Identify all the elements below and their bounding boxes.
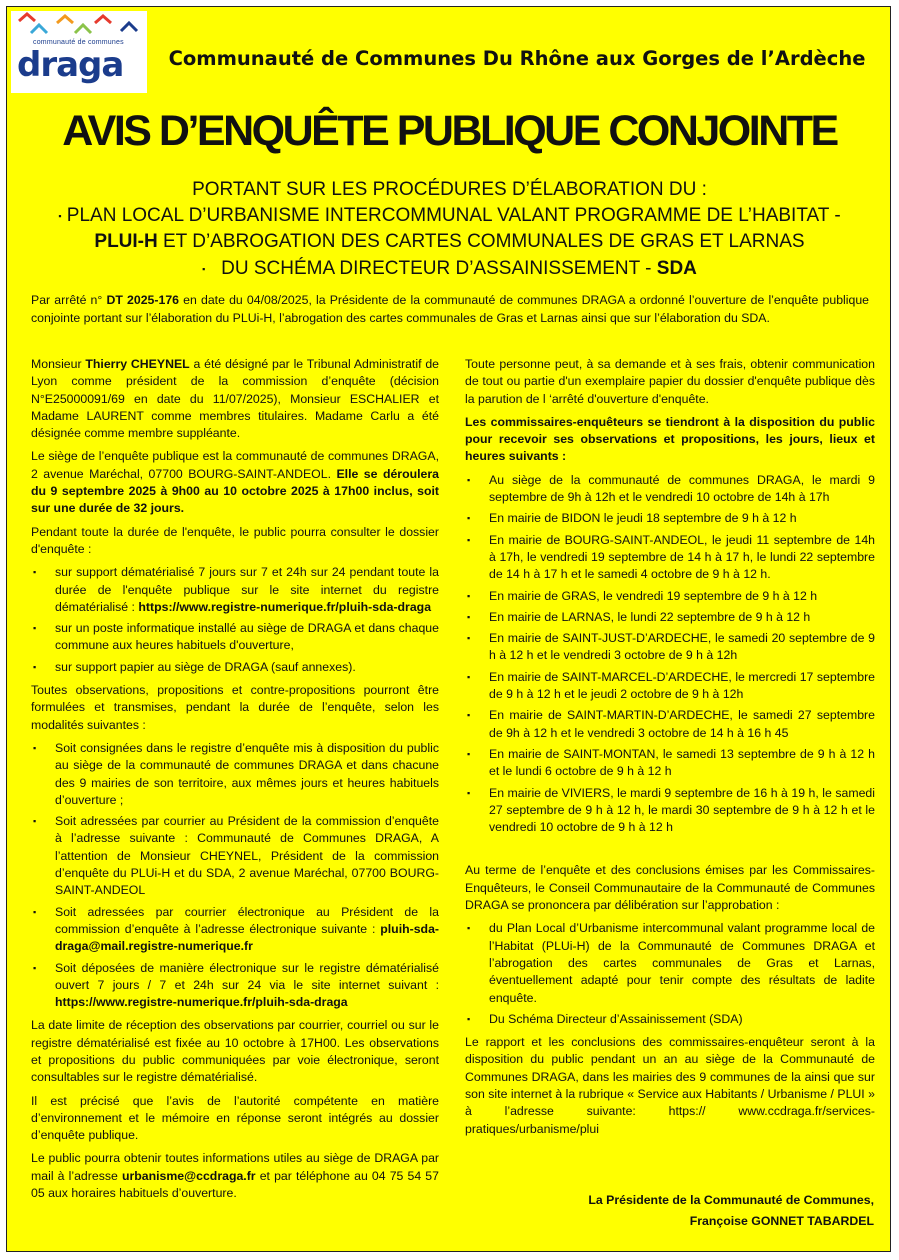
consultation-intro: Pendant toute la durée de l'enquête, le public pourra consulter le dossier d'enquête :: [31, 524, 439, 556]
list-item: ▪ Soit adressées par courrier au Président de la commission d’enquête à l’adresse suivante : Communauté de Communes DRAGA, A l’attention de Monsieur CHEYNEL, Président de la commission d’enquête du PLUi-H et du SDA, 2 avenue Maréchal, 07700 BOURG-SAINT-ANDEOL: [55, 813, 439, 899]
permanences-intro: Les commissaires-enquêteurs se tiendront à la disposition du public pour recevoir ses observations et propositions, les jours, lieux et heures suivants :: [465, 414, 875, 464]
subtitle-pluih: PLUI-H: [94, 231, 158, 252]
seat-paragraph: Le siège de l’enquête publique est la communauté de communes DRAGA, 2 avenue Maréchal, 07700 BOURG-SAINT-ANDEOL. Elle se déroulera du 9 septembre 2025 à 9h00 au 10 octobre 2025 à 17h00 inclus, soit sur une durée de 32 jours.: [31, 449, 439, 516]
approval-list: [465, 920, 875, 1028]
logo-wordmark: draga: [17, 45, 124, 85]
logo-caption: communauté de communes: [33, 39, 124, 46]
list-item: ▪ du Plan Local d’Urbanisme intercommunal valant programme local de l’Habitat (PLUi-H) de la Communauté de Communes DRAGA et l’abrogation des cartes communales de Gras et Larnas, éventuellement adapté pour tenir compte des résultats de ladite enquête.: [489, 920, 875, 1006]
email-address: pluih-sda-draga@mail.registre-numerique.fr: [55, 921, 439, 954]
list-item: ▪ Soit déposées de manière électronique sur le registre dématérialisé ouvert 7 jours / 7 et 24h sur 24 via le site internet suivant : https://www.registre-numerique.fr/pluih-sda-draga: [55, 960, 439, 1012]
approval-intro: Au terme de l’enquête et des conclusions émises par les Commissaires-Enquêteurs, le Conseil Communautaire de la Communauté de Communes DRAGA se prononcera par délibération sur l’approbation :: [465, 863, 875, 913]
list-item: ▪ Au siège de la communauté de communes DRAGA, le mardi 9 septembre de 9h à 12h et le vendredi 10 octobre de 14h à 17h: [489, 472, 875, 507]
list-item: ▪ Soit adressées par courrier électronique au Président de la commission d’enquête à l’adresse électronique suivante : pluih-sda-draga@mail.registre-numerique.fr: [55, 904, 439, 956]
contact-paragraph: Le public pourra obtenir toutes informations utiles au siège de DRAGA par mail à l’adresse urbanisme@ccdraga.fr et par téléphone au 04 75 54 57 05 aux horaires habituels d’ouverture.: [31, 1151, 439, 1201]
notice-title: AVIS D’ENQUÊTE PUBLIQUE CONJOINTE: [62, 107, 837, 155]
bullet-icon: ▪: [202, 263, 206, 274]
list-item: ▪ sur support papier au siège de DRAGA (sauf annexes).: [55, 659, 439, 676]
list-item: ▪ En mairie de SAINT-MONTAN, le samedi 13 septembre de 9 h à 12 h et le lundi 6 octobre de 9 h à 12 h: [489, 746, 875, 781]
list-item: ▪ En mairie de SAINT-JUST-D’ARDECHE, le samedi 20 septembre de 9 h à 12 h et le vendredi 3 octobre de 9 h à 12h: [489, 630, 875, 665]
list-item: ▪ sur support dématérialisé 7 jours sur 7 et 24h sur 24 pendant toute la durée de l'enquête publique sur le site internet du registre dématérialisé : https://www.registre-numerique.fr/pluih-sda-draga: [55, 564, 439, 616]
subtitle-line-3: [7, 231, 892, 253]
list-item: ▪ Du Schéma Directeur d’Assainissement (SDA): [489, 1011, 875, 1028]
signatory-name: Françoise GONNET TABARDEL: [689, 1214, 874, 1228]
list-item: ▪ sur un poste informatique installé au siège de DRAGA et dans chaque commune aux heures habituels d'ouverture,: [55, 620, 439, 655]
notice-poster: [6, 6, 891, 1252]
left-column: [31, 356, 439, 1208]
list-item: ▪ Soit consignées dans le registre d’enquête mis à disposition du public au siège de la communauté de communes DRAGA et dans chacune des 9 mairies de son territoire, aux mêmes jours et heures habituels d’ouverture ;: [55, 740, 439, 809]
list-item: ▪ En mairie de LARNAS, le lundi 22 septembre de 9 h à 12 h: [489, 609, 875, 626]
subtitle-line-4-text: DU SCHÉMA DIRECTEUR D’ASSAINISSEMENT -: [221, 258, 657, 279]
registry-url: https://www.registre-numerique.fr/pluih-sda-draga: [138, 599, 432, 614]
list-item: ▪ En mairie de BIDON le jeudi 18 septembre de 9 h à 12 h: [489, 510, 875, 527]
draga-logo: [11, 11, 147, 93]
signatory-title: La Présidente de la Communauté de Communes,: [588, 1193, 874, 1207]
permanences-list: [465, 472, 875, 837]
list-item: ▪ En mairie de GRAS, le vendredi 19 septembre de 9 h à 12 h: [489, 588, 875, 605]
intro-paragraph: Par arrêté n° DT 2025-176 en date du 04/08/2025, la Présidente de la communauté de communes DRAGA a ordonné l’ouverture de l’enquête publique conjointe portant sur l’élaboration du PLUi-H, l’abrogation des cartes communales de Gras et Larnas ainsi que sur l’élaboration du SDA.: [31, 293, 870, 325]
signature-block: [588, 1190, 874, 1232]
subtitle-line-3-text: ET D’ABROGATION DES CARTES COMMUNALES DE GRAS ET LARNAS: [157, 231, 805, 252]
list-item: ▪ En mairie de SAINT-MARTIN-D’ARDECHE, le samedi 27 septembre de 9h à 12 h et le vendredi 3 octobre de 14 h à 16 h 45: [489, 707, 875, 742]
list-item: ▪ En mairie de VIVIERS, le mardi 9 septembre de 16 h à 19 h, le samedi 27 septembre de 9 h à 12 h, le mardi 30 septembre de 9 h à 12 h et le vendredi 10 octobre de 9 h à 12 h: [489, 785, 875, 837]
subtitle-line-2: [7, 205, 892, 227]
list-item: ▪ En mairie de BOURG-SAINT-ANDEOL, le jeudi 11 septembre de 14h à 17h, le vendredi 19 septembre de 14 h à 17 h, le lundi 22 septembre de 14 h à 17 h et le samedi 4 octobre de 9 h à 12 h.: [489, 532, 875, 584]
observations-intro: Toutes observations, propositions et contre-propositions pourront être formulées et transmises, pendant la durée de l’enquête, selon les modalités suivantes :: [31, 683, 439, 732]
deadline-paragraph: La date limite de réception des observations par courrier, courriel ou sur le registre dématérialisé est fixée au 10 octobre à 17H00. Les observations et propositions du public communiquées par voie électronique, seront consultables sur le registre dématérialisé.: [31, 1018, 439, 1085]
report-paragraph: Le rapport et les conclusions des commissaires-enquêteur seront à la disposition du public pendant un an au siège de la Communauté de Communes DRAGA, dans les mairies des 9 communes de la ainsi que sur son site internet à la rubrique « Service aux Habitants / Urbanisme / PLUI » à l’adresse suivante: https:// www.ccdraga.fr/services-pratiques/urbanisme/plui: [465, 1035, 875, 1136]
subtitle-sda: SDA: [656, 258, 697, 279]
subtitle-line-1: PORTANT SUR LES PROCÉDURES D’ÉLABORATION DU :: [192, 179, 707, 200]
contact-email: urbanisme@ccdraga.fr: [121, 1168, 256, 1183]
logo-chevrons-icon: [11, 11, 147, 41]
bullet-icon: ▪: [58, 210, 62, 221]
consultation-list: [31, 564, 439, 676]
list-item: ▪ En mairie de SAINT-MARCEL-D’ARDECHE, le mercredi 17 septembre de 9 h à 12 h et le jeudi 2 octobre de 9 h à 12h: [489, 669, 875, 704]
copy-request-paragraph: Toute personne peut, à sa demande et à ses frais, obtenir communication de tout ou partie d'un exemplaire papier du dossier d'enquête publique dès la parution de l ‘arrêté d'ouverture d'enquête.: [465, 357, 875, 406]
subtitle-line-4: [7, 258, 892, 280]
registry-url: https://www.registre-numerique.fr/pluih-sda-draga: [55, 995, 348, 1010]
observation-methods-list: [31, 740, 439, 1011]
organization-name: Communauté de Communes Du Rhône aux Gorges de l’Ardèche: [168, 47, 866, 70]
subtitle-line-2-text: PLAN LOCAL D’URBANISME INTERCOMMUNAL VALANT PROGRAMME DE L’HABITAT -: [66, 205, 841, 226]
commission-paragraph: Monsieur Thierry CHEYNEL a été désigné par le Tribunal Administratif de Lyon comme président de la commission d’enquête (décision N°E25000091/69 en date du 11/07/2025), Monsieur ESCHALIER et Madame LAURENT comme membres titulaires. Madame Carlu a été désignée comme membre suppléante.: [31, 357, 439, 441]
decree-number: DT 2025-176: [106, 293, 179, 307]
environment-paragraph: Il est précisé que l’avis de l’autorité compétente en matière d’environnement et le mémoire en réponse seront intégrés au dossier d’enquête publique.: [31, 1093, 439, 1143]
right-column: [465, 356, 875, 1144]
